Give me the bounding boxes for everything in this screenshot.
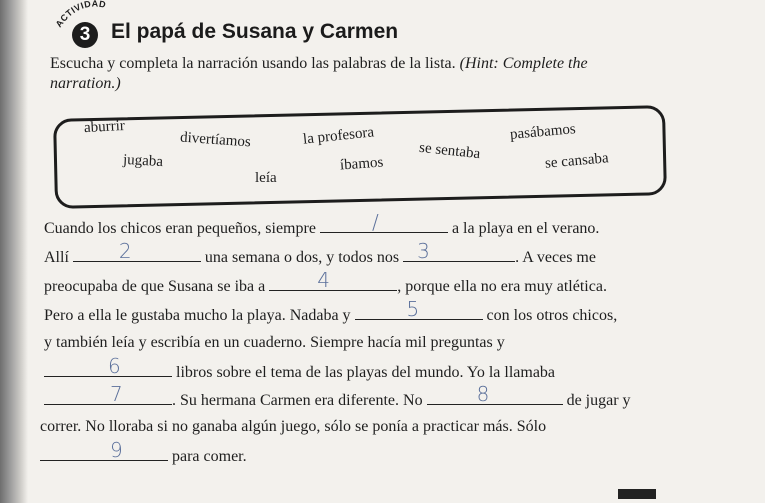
answer-blank-5[interactable] (355, 297, 483, 321)
answer-blank-1[interactable] (320, 210, 448, 234)
narration-text: una semana o dos, y todos nos (204, 249, 400, 266)
word-bank-item: la profesora (302, 124, 375, 148)
narration-text: . Su hermana Carmen era diferente. No (172, 392, 423, 409)
narration-line (44, 210, 600, 238)
handwritten-answer: 8 (476, 382, 490, 406)
narration-line (44, 268, 607, 296)
narration-text: Pero a ella le gustaba mucho la playa. Nadaba y (44, 307, 351, 324)
handwritten-answer: 4 (317, 268, 330, 292)
activity-number-badge: 3 (72, 22, 98, 48)
narration-text: a la playa en el verano. (451, 220, 600, 237)
narration-text: , porque ella no era muy atlética. (397, 278, 607, 295)
word-bank-item: se sentaba (418, 139, 481, 163)
narration-line (44, 239, 596, 267)
narration-line (40, 418, 546, 436)
instructions-hint: (Hint: Complete the narration.) (50, 55, 588, 92)
word-bank-item: divertíamos (179, 129, 252, 151)
handwritten-answer: 2 (118, 239, 132, 263)
narration-text: con los otros chicos, (486, 307, 618, 324)
narration-text: para comer. (172, 448, 247, 465)
handwritten-answer: 9 (110, 438, 123, 462)
footer-mark (618, 489, 656, 499)
answer-blank-7[interactable] (44, 382, 172, 406)
narration-line (44, 354, 556, 382)
handwritten-answer: 6 (108, 354, 121, 378)
answer-blank-3[interactable] (403, 239, 515, 263)
word-bank-item: pasábamos (509, 121, 577, 143)
page-title: El papá de Susana y Carmen (111, 20, 399, 43)
narration-text: y también leía y escribía en un cuaderno. Siempre hacía mil preguntas y (44, 334, 505, 351)
narration-line (40, 438, 247, 466)
handwritten-answer: 7 (110, 382, 123, 406)
word-bank-item: se cansaba (544, 150, 610, 172)
answer-blank-9[interactable] (40, 438, 168, 462)
word-bank-item: aburrir (83, 117, 126, 137)
narration-text: libros sobre el tema de las playas del mundo. Yo la llamaba (176, 364, 556, 381)
handwritten-answer: 5 (406, 297, 420, 321)
answer-blank-8[interactable] (427, 382, 563, 406)
narration-line (44, 334, 505, 352)
answer-blank-2[interactable] (73, 239, 201, 263)
narration-text: . A veces me (515, 249, 596, 266)
narration-text: correr. No lloraba si no ganaba algún juego, sólo se ponía a practicar más. Sólo (40, 418, 547, 435)
narration-text: preocupaba de que Susana se iba a (44, 278, 266, 295)
word-bank-item: jugaba (122, 151, 164, 171)
answer-blank-4[interactable] (269, 268, 397, 292)
instructions-text: Escucha y completa la narración usando las palabras de la lista. (50, 55, 456, 72)
answer-blank-6[interactable] (44, 354, 172, 378)
svg-text:ACTIVIDAD: ACTIVIDAD (53, 0, 107, 30)
narration-line (44, 297, 618, 325)
handwritten-answer: 3 (417, 239, 430, 263)
narration-text: de jugar y (566, 392, 631, 409)
narration-text: Cuando los chicos eran pequeños, siempre (44, 220, 316, 237)
word-bank-item: leía (255, 170, 277, 186)
narration-text: Allí (44, 249, 69, 266)
narration-line (44, 382, 631, 410)
word-bank-item: íbamos (339, 154, 384, 174)
handwritten-answer: / (371, 210, 379, 234)
